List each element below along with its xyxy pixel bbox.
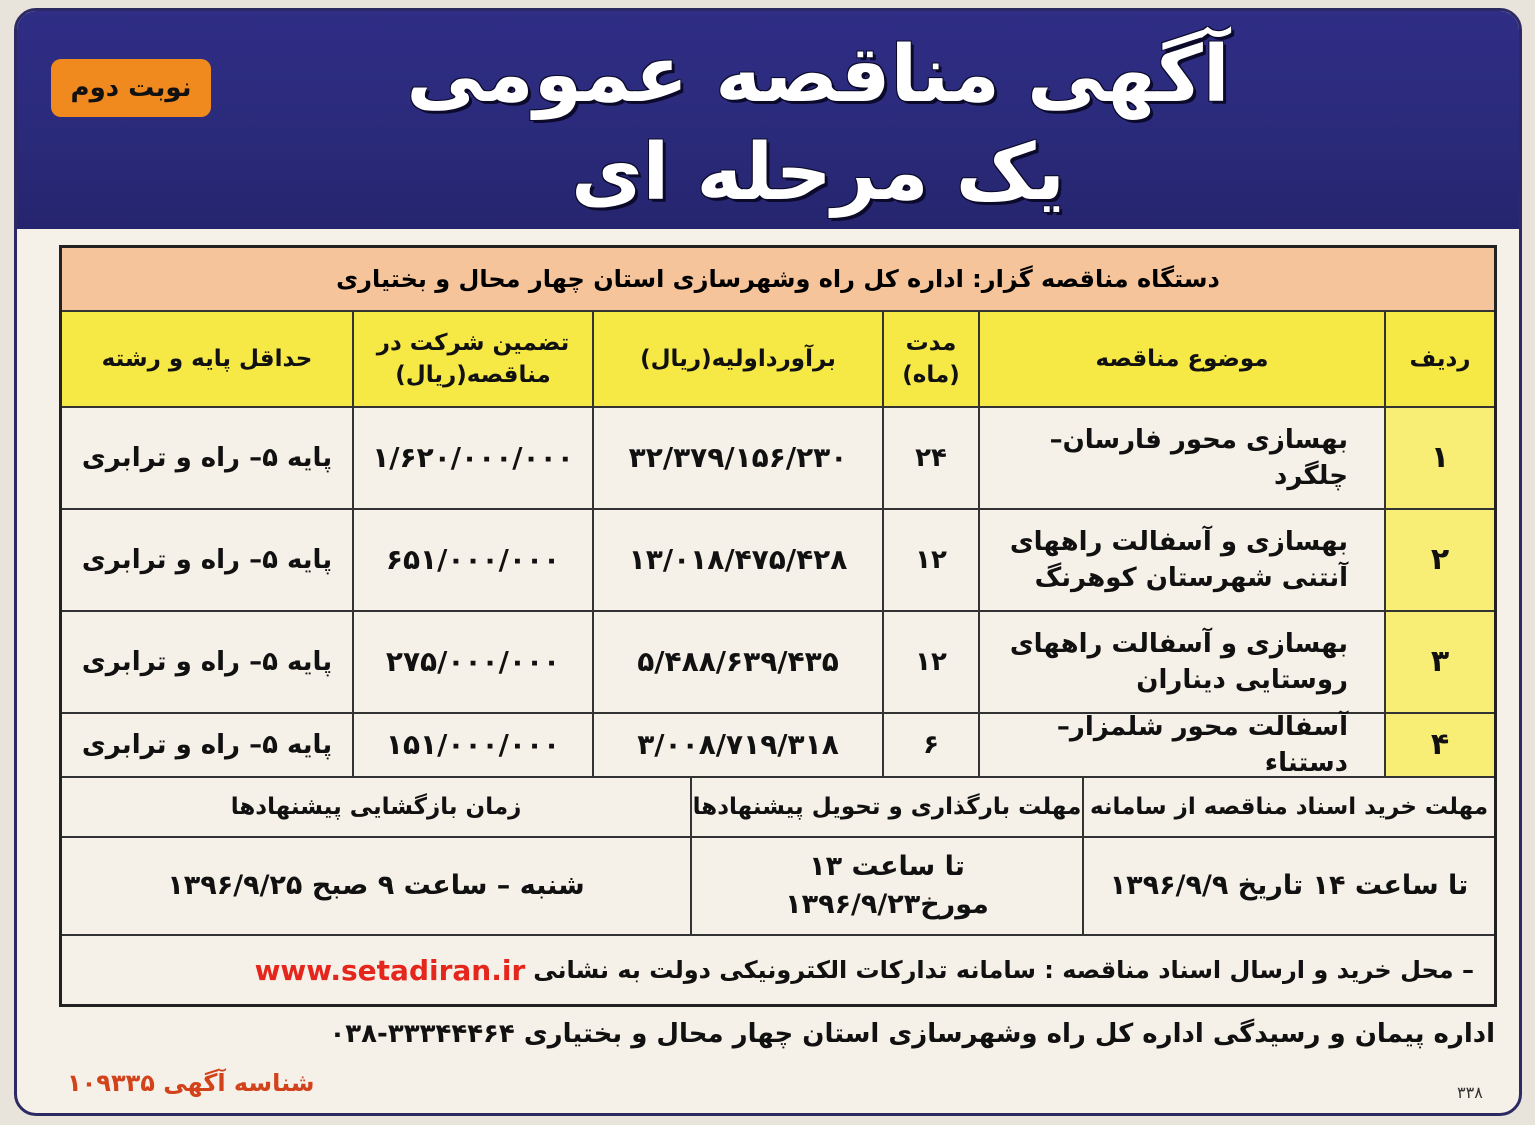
row-grade: پایه ۵– راه و ترابری bbox=[81, 647, 333, 677]
ad-id: شناسه آگهی ۱۰۹۳۳۵ bbox=[67, 1069, 315, 1097]
purchase-deadline-value: تا ساعت ۱۴ تاریخ ۱۳۹۶/۹/۹ bbox=[1082, 838, 1494, 934]
table-row bbox=[62, 408, 1494, 510]
row-guarantee: ۲۷۵/۰۰۰/۰۰۰ bbox=[352, 612, 592, 712]
page-number: ۳۳۸ bbox=[1457, 1083, 1483, 1102]
row-duration: ۱۲ bbox=[882, 612, 978, 712]
table-row bbox=[62, 612, 1494, 714]
submit-deadline-label: مهلت بارگذاری و تحویل پیشنهادها bbox=[690, 778, 1082, 836]
tender-table bbox=[59, 245, 1497, 1007]
header-subject: موضوع مناقصه bbox=[978, 312, 1384, 406]
submit-deadline-value bbox=[690, 838, 1082, 934]
row-guarantee: ۱۵۱/۰۰۰/۰۰۰ bbox=[352, 714, 592, 776]
round-badge: نوبت دوم bbox=[51, 59, 211, 117]
table-header-row bbox=[62, 312, 1494, 408]
row-guarantee: ۶۵۱/۰۰۰/۰۰۰ bbox=[352, 510, 592, 610]
row-grade: پایه ۵– راه و ترابری bbox=[81, 443, 333, 473]
notice-title-line2: یک مرحله ای bbox=[571, 128, 1065, 218]
deadline-values-row bbox=[62, 838, 1494, 936]
setadiran-link[interactable]: www.setadiran.ir bbox=[254, 953, 526, 987]
location-text: – محل خرید و ارسال اسناد مناقصه : سامانه تدارکات الکترونیکی دولت به نشانی bbox=[533, 956, 1474, 984]
row-guarantee: ۱/۶۲۰/۰۰۰/۰۰۰ bbox=[352, 408, 592, 508]
notice-title-line1: آگهی مناقصه عمومی bbox=[406, 30, 1230, 120]
opening-time-value: شنبه – ساعت ۹ صبح ۱۳۹۶/۹/۲۵ bbox=[167, 870, 585, 901]
header-row-number: ردیف bbox=[1384, 312, 1494, 406]
notice-page bbox=[14, 8, 1522, 1116]
purchase-deadline-label: مهلت خرید اسناد مناقصه از سامانه bbox=[1082, 778, 1494, 836]
header-duration: مدت (ماه) bbox=[882, 312, 978, 406]
row-estimate: ۵/۴۸۸/۶۳۹/۴۳۵ bbox=[592, 612, 882, 712]
organizer-row: دستگاه مناقصه گزار: اداره کل راه وشهرسازی استان چهار محال و بختیاری bbox=[62, 248, 1494, 312]
row-number: ۳ bbox=[1384, 612, 1494, 712]
row-number: ۲ bbox=[1384, 510, 1494, 610]
row-number: ۴ bbox=[1384, 714, 1494, 776]
submit-deadline-line2: مورخ۱۳۹۶/۹/۲۳ bbox=[785, 889, 989, 920]
row-grade: پایه ۵– راه و ترابری bbox=[81, 545, 333, 575]
row-subject: بهسازی و آسفالت راههای آنتنی شهرستان کوهرنگ bbox=[978, 510, 1384, 610]
table-row bbox=[62, 510, 1494, 612]
row-estimate: ۳/۰۰۸/۷۱۹/۳۱۸ bbox=[592, 714, 882, 776]
opening-time-label: زمان بازگشایی پیشنهادها bbox=[230, 794, 522, 820]
header-grade: حداقل پایه و رشته bbox=[62, 312, 352, 406]
office-contact: اداره پیمان و رسیدگی اداره کل راه وشهرسازی استان چهار محال و بختیاری ۳۳۳۴۴۴۶۴-۰۳۸ bbox=[329, 1019, 1495, 1049]
row-duration: ۶ bbox=[882, 714, 978, 776]
deadline-labels-row bbox=[62, 778, 1494, 838]
row-subject: بهسازی محور فارسان– چلگرد bbox=[978, 408, 1384, 508]
header-guarantee: تضمین شرکت در مناقصه(ریال) bbox=[352, 312, 592, 406]
row-subject: آسفالت محور شلمزار– دستناء bbox=[978, 714, 1384, 776]
row-number: ۱ bbox=[1384, 408, 1494, 508]
table-row bbox=[62, 714, 1494, 778]
row-estimate: ۳۲/۳۷۹/۱۵۶/۲۳۰ bbox=[592, 408, 882, 508]
row-estimate: ۱۳/۰۱۸/۴۷۵/۴۲۸ bbox=[592, 510, 882, 610]
header-estimate: برآورداولیه(ریال) bbox=[592, 312, 882, 406]
location-row bbox=[62, 936, 1494, 1004]
submit-deadline-line1: تا ساعت ۱۳ bbox=[809, 851, 965, 882]
row-duration: ۱۲ bbox=[882, 510, 978, 610]
notice-header bbox=[17, 11, 1519, 229]
row-grade: پایه ۵– راه و ترابری bbox=[81, 730, 333, 760]
row-subject: بهسازی و آسفالت راههای روستایی دیناران bbox=[978, 612, 1384, 712]
row-duration: ۲۴ bbox=[882, 408, 978, 508]
